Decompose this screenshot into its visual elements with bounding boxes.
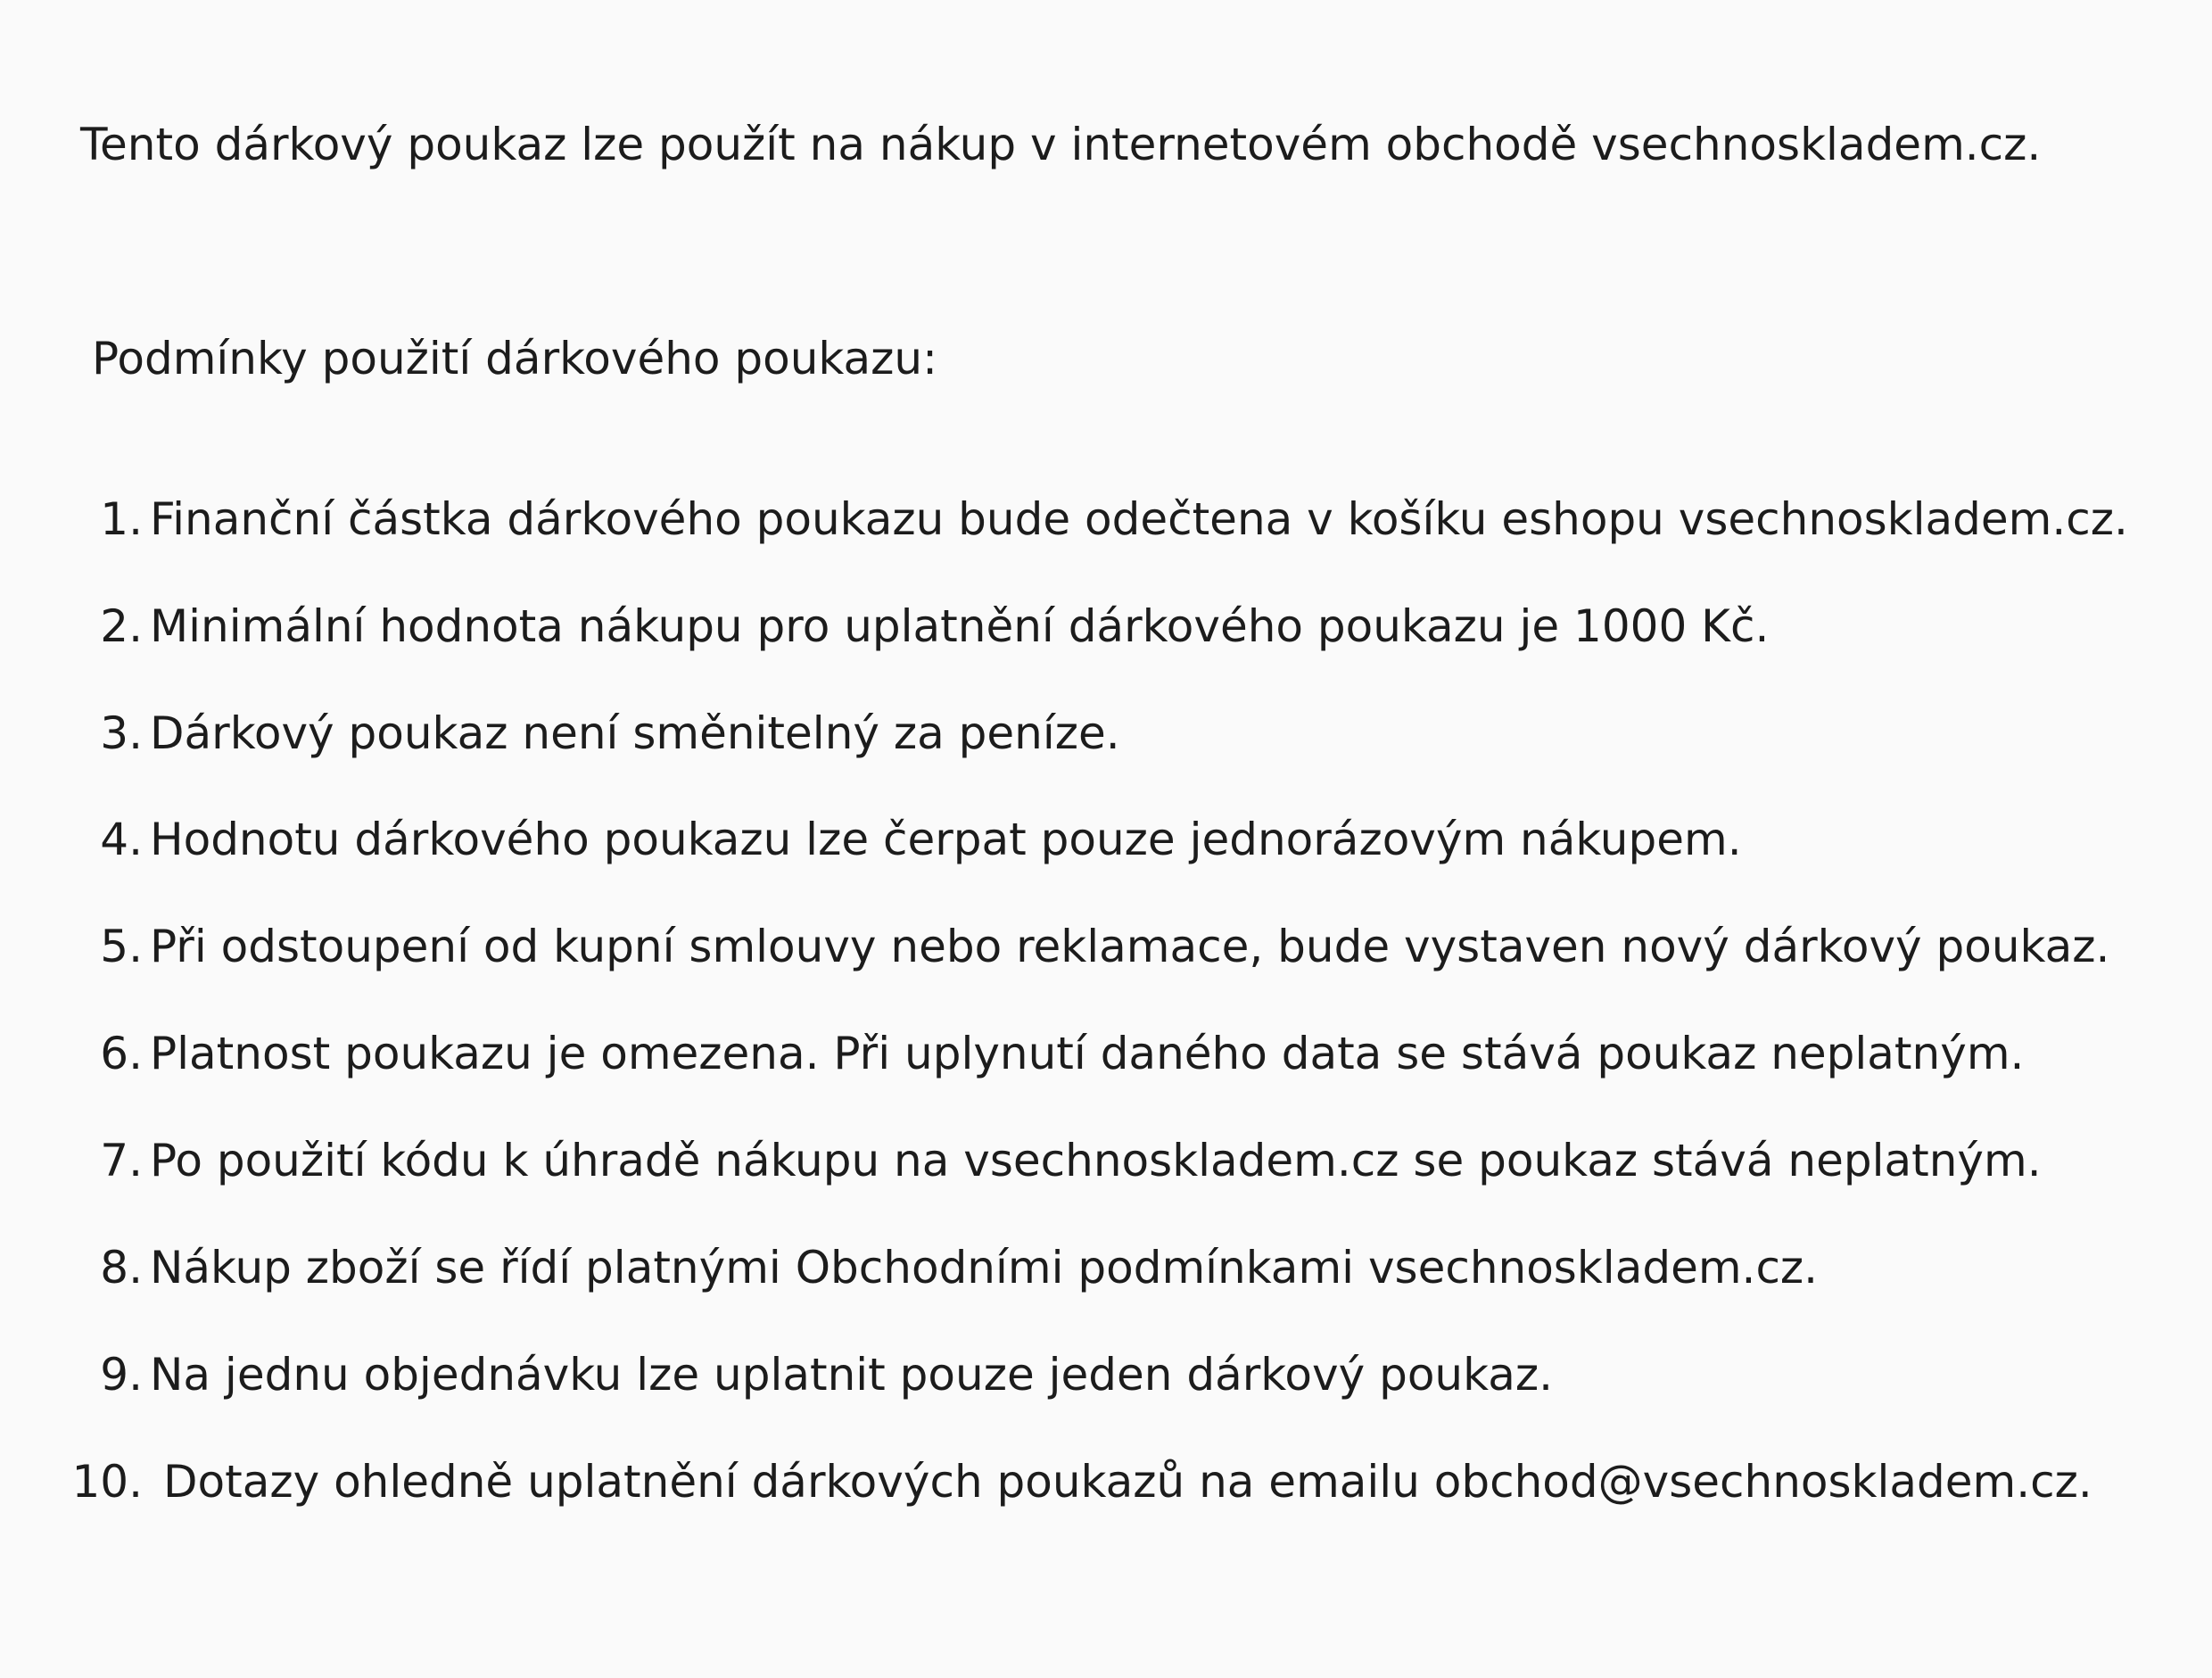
- condition-number: 9.: [100, 1349, 143, 1401]
- condition-number: 5.: [100, 921, 143, 972]
- condition-number: 7.: [100, 1135, 143, 1186]
- condition-number: 6.: [100, 1028, 143, 1079]
- condition-number: 4.: [100, 814, 143, 865]
- condition-number: 8.: [100, 1242, 143, 1294]
- condition-text: Finanční částka dárkového poukazu bude odečtena v košíku eshopu vsechnoskladem.cz.: [150, 493, 2128, 545]
- condition-text: Dárkový poukaz není směnitelný za peníze.: [150, 707, 1120, 759]
- condition-text: Minimální hodnota nákupu pro uplatnění dárkového poukazu je 1000 Kč.: [150, 600, 1770, 652]
- condition-text: Nákup zboží se řídí platnými Obchodními podmínkami vsechnoskladem.cz.: [150, 1242, 1819, 1294]
- condition-number: 1.: [100, 493, 143, 545]
- conditions-heading: Podmínky použití dárkového poukazu:: [92, 333, 937, 384]
- condition-text: Na jednu objednávku lze uplatnit pouze jeden dárkový poukaz.: [150, 1349, 1553, 1401]
- condition-text: Platnost poukazu je omezena. Při uplynutí daného data se stává poukaz neplatným.: [150, 1028, 2025, 1079]
- condition-text: Po použití kódu k úhradě nákupu na vsechnoskladem.cz se poukaz stává neplatným.: [150, 1135, 2042, 1186]
- condition-number: 2.: [100, 600, 143, 652]
- condition-text: Dotazy ohledně uplatnění dárkových poukazů na emailu obchod@vsechnoskladem.cz.: [163, 1456, 2092, 1508]
- condition-text: Při odstoupení od kupní smlouvy nebo reklamace, bude vystaven nový dárkový poukaz.: [150, 921, 2110, 972]
- condition-number: 3.: [100, 707, 143, 759]
- condition-number: 10.: [71, 1456, 143, 1508]
- condition-text: Hodnotu dárkového poukazu lze čerpat pouze jednorázovým nákupem.: [150, 814, 1742, 865]
- intro-text: Tento dárkový poukaz lze použít na nákup v internetovém obchodě vsechnoskladem.cz.: [80, 119, 2042, 170]
